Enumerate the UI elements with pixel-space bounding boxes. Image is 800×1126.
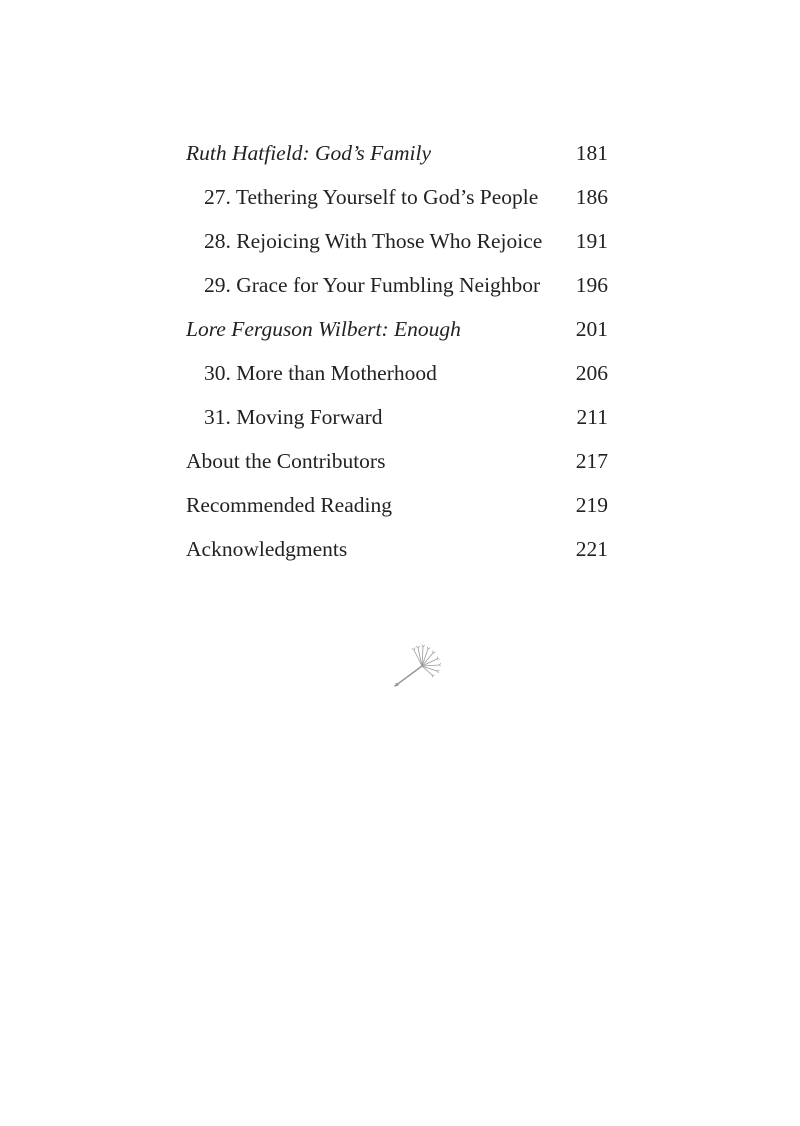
toc-entry-lore-ferguson-wilbert[interactable] [186,312,610,356]
toc-entry-chapter-30[interactable] [186,356,610,400]
toc-entry-page: 217 [575,449,608,473]
toc-entry-chapter-28[interactable] [186,224,610,268]
toc-entry-ruth-hatfield[interactable] [186,136,610,180]
toc-entry-chapter-27[interactable] [186,180,610,224]
toc-entry-title: Acknowledgments [186,537,348,561]
toc-entry-title: 27. Tethering Yourself to God’s People [204,185,539,209]
toc-entry-page: 219 [575,493,608,517]
toc-entry-page: 181 [575,141,608,165]
dandelion-seed-icon [392,644,442,688]
toc-entry-acknowledgments[interactable] [186,532,610,576]
toc-entry-title: Lore Ferguson Wilbert: Enough [186,317,461,341]
toc-entry-title: 31. Moving Forward [204,405,383,429]
toc-entry-title: Ruth Hatfield: God’s Family [186,141,432,165]
toc-entry-title: Recommended Reading [186,493,392,517]
toc-entry-page: 196 [575,273,608,297]
toc-entry-title: 29. Grace for Your Fumbling Neighbor [204,273,541,297]
toc-entry-recommended-reading[interactable] [186,488,610,532]
toc-entry-page: 191 [575,229,608,253]
toc-entry-title: 30. More than Motherhood [204,361,437,385]
toc-entry-title: About the Contributors [186,449,386,473]
table-of-contents [186,136,610,576]
toc-entry-chapter-29[interactable] [186,268,610,312]
toc-entry-title: 28. Rejoicing With Those Who Rejoice [204,229,543,253]
toc-entry-page: 186 [575,185,608,209]
toc-entry-about-contributors[interactable] [186,444,610,488]
toc-entry-chapter-31[interactable] [186,400,610,444]
toc-entry-page: 221 [575,537,608,561]
toc-entry-page: 206 [575,361,608,385]
toc-entry-page: 211 [576,405,608,429]
toc-entry-page: 201 [575,317,608,341]
